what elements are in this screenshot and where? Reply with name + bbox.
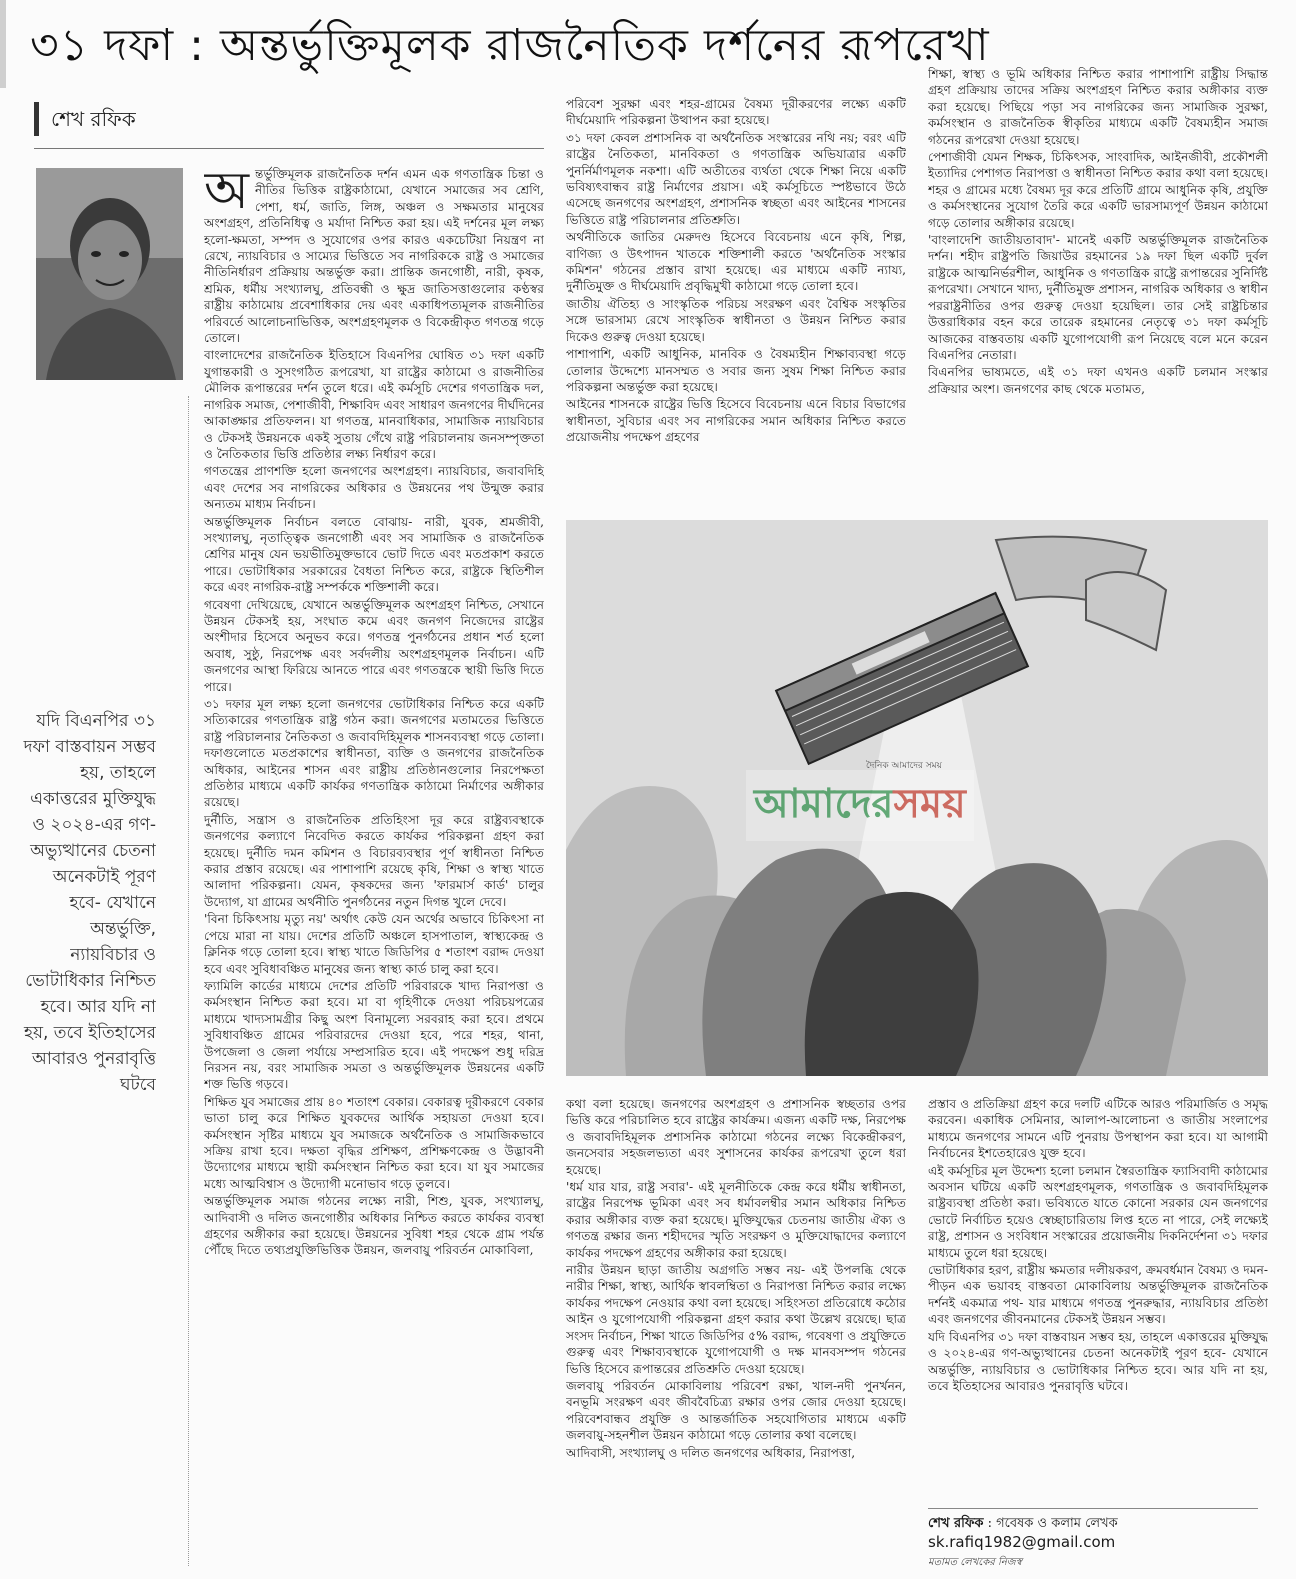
paragraph: গবেষণা দেখিয়েছে, যেখানে অন্তর্ভুক্তিমূলক অংশগ্রহণ নিশ্চিত, সেখানে উন্নয়ন টেকসই হয়, সংঘাত কমে এবং জনগণ নিজেদের রাষ্ট্রের অংশীদার হিসেবে অনুভব করে। গণতন্ত্র পুনর্গঠনের প্রধান শর্ত হলো অবাধ, সুষ্ঠু, নিরপেক্ষ এবং সর্বদলীয় অংশগ্রহণমূলক নির্বাচন। এটি জনগণের আস্থা ফিরিয়ে আনতে পারে এবং গণতন্ত্রকে স্থায়ী ভিত্তি দিতে পারে। [204,597,544,694]
article-column-3-bottom [928,1096,1268,1504]
pull-quote: যদি বিএনপির ৩১ দফা বাস্তবায়ন সম্ভব হয়, তাহলে একাত্তরের মুক্তিযুদ্ধ ও ২০২৪-এর গণ-অভ্যুত্থানের চেতনা অনেকটাই পূরণ হবে- যেখানে অন্তর্ভুক্তি, ন্যায়বিচার ও ভোটাধিকার নিশ্চিত হবে। আর যদি না হয়, তবে ইতিহাসের আবারও পুনরাবৃত্তি ঘটবে [23,711,156,1095]
column-divider [188,396,189,1566]
author-portrait-image [36,168,183,380]
paragraph: পরিবেশ সুরক্ষা এবং শহর-গ্রামের বৈষম্য দূরীকরণের লক্ষ্যে একটি দীর্ঘমেয়াদি পরিকল্পনা উত্থাপন করা হয়েছে। [566,97,906,128]
newspaper-watermark [746,770,974,841]
page-edge-bar [0,0,6,88]
paragraph: পেশাজীবী যেমন শিক্ষক, চিকিৎসক, সাংবাদিক, আইনজীবী, প্রকৌশলী ইত্যাদির পেশাগত নিরাপত্তা ও স্বাধীনতা নিশ্চিত করার কথা বলা হয়েছে। শহর ও গ্রামের মধ্যে বৈষম্য দূর করে প্রতিটি গ্রামে আধুনিক কৃষি, প্রযুক্তি ও কর্মসংস্থানের সুযোগ তৈরি করে একটি ভারসাম্যপূর্ণ উন্নয়ন কাঠামো গড়ে তোলার অঙ্গীকার রয়েছে। [928,150,1268,230]
author-email: sk.rafiq1982@gmail.com [928,1533,1116,1551]
paragraph: কথা বলা হয়েছে। জনগণের অংশগ্রহণ ও প্রশাসনিক স্বচ্ছতার ওপর ভিত্তি করে পরিচালিত হবে রাষ্ট্রের কার্যক্রম। এজন্য একটি দক্ষ, নিরপেক্ষ ও জবাবদিহিমূলক প্রশাসনিক কাঠামো গঠনের লক্ষ্যে বিকেন্দ্রীকরণ, জনসেবার সহজলভ্যতা এবং সুশাসনের কার্যকর রূপরেখা তুলে ধরা হয়েছে। [566,1097,906,1177]
paragraph: গণতন্ত্রের প্রাণশক্তি হলো জনগণের অংশগ্রহণ। ন্যায়বিচার, জবাবদিহি এবং দেশের সব নাগরিকের অধিকার ও উন্নয়নের পথ উন্মুক্ত করার অন্যতম মাধ্যম নির্বাচন। [204,464,544,512]
paragraph: ন্তর্ভুক্তিমূলক রাজনৈতিক দর্শন এমন এক গণতান্ত্রিক চিন্তা ও নীতির ভিত্তিক রাষ্ট্রকাঠামো, যেখানে সমাজের সব শ্রেণি, পেশা, ধর্ম, জাতি, লিঙ্গ, অঞ্চল ও সক্ষমতার মানুষের অংশগ্রহণ, প্রতিনিধিত্ব ও মর্যাদা নিশ্চিত করা হয়। এই দর্শনের মূল লক্ষ্য হলো-ক্ষমতা, সম্পদ ও সুযোগের ওপর কারও একচেটিয়া নিয়ন্ত্রণ না রেখে, ন্যায়বিচার ও সাম্যের ভিত্তিতে সব নাগরিককে রাষ্ট্র ও সমাজের নীতিনির্ধারণ প্রক্রিয়ায় অন্তর্ভুক্ত করা। প্রান্তিক জনগোষ্ঠী, নারী, কৃষক, শ্রমিক, ধর্মীয় সংখ্যালঘু, প্রতিবন্ধী ও ক্ষুদ্র জাতিসত্তাগুলোর কণ্ঠস্বর রাষ্ট্রীয় কাঠামোয় প্রবেশাধিকার দেয় এবং একাধিপত্যমূলক রাজনীতির পরিবর্তে আলোচনাভিত্তিক, অংশগ্রহণমূলক ও বিকেন্দ্রীকৃত গণতন্ত্র গড়ে তোলে। [204,167,544,346]
article-illustration [566,520,1268,1076]
opinion-disclaimer: মতামত লেখকের নিজস্ব [928,1557,1022,1568]
paragraph: বিএনপির ভাষ্যমতে, এই ৩১ দফা এখনও একটি চলমান সংস্কার প্রক্রিয়ার অংশ। জনগণের কাছ থেকে মতামত, [928,365,1268,396]
article-column-2-bottom [566,1096,906,1566]
paragraph: শিক্ষা, স্বাস্থ্য ও ভূমি অধিকার নিশ্চিত করার পাশাপাশি রাষ্ট্রীয় সিদ্ধান্ত গ্রহণ প্রক্রিয়ায় তাদের সক্রিয় অংশগ্রহণ নিশ্চিত করার অঙ্গীকার ব্যক্ত করা হয়েছে। পিছিয়ে পড়া সব নাগরিকের জন্য সামাজিক সুরক্ষা, কর্মসংস্থান ও রাজনৈতিক স্বীকৃতির মাধ্যমে একটি বৈষম্যহীন সমাজ গঠনের রূপরেখা দেওয়া হয়েছে। [928,67,1268,147]
author-note [928,1514,1268,1533]
article-column-1 [204,166,544,1566]
paragraph: ৩১ দফার মূল লক্ষ্য হলো জনগণের ভোটাধিকার নিশ্চিত করে একটি সত্যিকারের গণতান্ত্রিক রাষ্ট্র গঠন করা। জনগণের মতামতের ভিত্তিতে রাষ্ট্র পরিচালনার নৈতিকতা ও জবাবদিহিমূলক শাসনব্যবস্থা গড়ে তোলা। দফাগুলোতে মতপ্রকাশের স্বাধীনতা, ব্যক্তি ও জনগণের রাজনৈতিক অধিকার, আইনের শাসন এবং রাষ্ট্রীয় প্রতিষ্ঠানগুলোর নিরপেক্ষতা প্রতিষ্ঠার মাধ্যমে একটি কার্যকর গণতান্ত্রিক কাঠামো নির্মাণের অঙ্গীকার রয়েছে। [204,697,544,810]
byline: শেখ রফিক [34,102,201,136]
paragraph: নারীর উন্নয়ন ছাড়া জাতীয় অগ্রগতি সম্ভব নয়- এই উপলব্ধি থেকে নারীর শিক্ষা, স্বাস্থ্য, আর্থিক স্বাবলম্বিতা ও নিরাপত্তা নিশ্চিত করার লক্ষ্যে কার্যকর পদক্ষেপ নেওয়ার কথা বলা হয়েছে। সহিংসতা প্রতিরোধে কঠোর আইন ও যুগোপযোগী পরিকল্পনা গ্রহণ করার কথা উল্লেখ রয়েছে। ছাত্র সংসদ নির্বাচন, শিক্ষা খাতে জিডিপির ৫% বরাদ্দ, গবেষণা ও প্রযুক্তিতে গুরুত্ব এবং শিক্ষাব্যবস্থাকে যুগোপযোগী ও দক্ষ মানবসম্পদ গঠনের ভিত্তি হিসেবে রূপান্তরের প্রতিশ্রুতি দেওয়া হয়েছে। [566,1263,906,1376]
author-photo [36,168,183,380]
paragraph: প্রস্তাব ও প্রতিক্রিয়া গ্রহণ করে দলটি এটিকে আরও পরিমার্জিত ও সমৃদ্ধ করবেন। একাধিক সেমিনার, আলাপ-আলোচনা ও জাতীয় সংলাপের মাধ্যমে জনগণের সামনে এটি পুনরায় উপস্থাপন করা হবে। যা আগামী নির্বাচনের ইশতেহারেও যুক্ত হবে। [928,1097,1268,1161]
paragraph: দুর্নীতি, সন্ত্রাস ও রাজনৈতিক প্রতিহিংসা দূর করে রাষ্ট্রব্যবস্থাকে জনগণের কল্যাণে নিবেদিত করতে কার্যকর পরিকল্পনা গ্রহণ করা হয়েছে। দুর্নীতি দমন কমিশন ও বিচারব্যবস্থার পূর্ণ স্বাধীনতা নিশ্চিত করার প্রস্তাব রয়েছে। এর পাশাপাশি রয়েছে কৃষি, শিক্ষা ও স্বাস্থ্য খাতে আলাদা পরিকল্পনা। যেমন, কৃষকদের জন্য 'ফারমার্স কার্ড' চালুর উদ্যোগ, যা গ্রামের অর্থনীতি পুনর্গঠনের নতুন দিগন্ত খুলে দেবে। [204,812,544,909]
author-note-role: : গবেষক ও কলাম লেখক [987,1516,1118,1531]
paragraph: যদি বিএনপির ৩১ দফা বাস্তবায়ন সম্ভব হয়, তাহলে একাত্তরের মুক্তিযুদ্ধ ও ২০২৪-এর গণ-অভ্যুত্থানের চেতনা অনেকটাই পূরণ হবে- যেখানে অন্তর্ভুক্তি, ন্যায়বিচার ও ভোটাধিকার নিশ্চিত হবে। আর যদি না হয়, তবে ইতিহাসের আবারও পুনরাবৃত্তি ঘটবে। [928,1329,1268,1393]
paragraph: অর্থনীতিকে জাতির মেরুদণ্ড হিসেবে বিবেচনায় এনে কৃষি, শিল্প, বাণিজ্য ও উৎপাদন খাতকে শক্তিশালী করতে 'অর্থনৈতিক সংস্কার কমিশন' গঠনের প্রস্তাব রাখা হয়েছে। এর মাধ্যমে একটি ন্যায্য, দুর্নীতিমুক্ত ও দীর্ঘমেয়াদি প্রবৃদ্ধিমুখী কাঠামো গড়ে তোলা হবে। [566,230,906,294]
paragraph: ভোটাধিকার হরণ, রাষ্ট্রীয় ক্ষমতার দলীয়করণ, ক্রমবর্ধমান বৈষম্য ও দমন-পীড়ন এক ভয়াবহ বাস্তবতা মোকাবিলায় অন্তর্ভুক্তিমূলক রাজনৈতিক দর্শনই একমাত্র পথ- যার মাধ্যমে গণতন্ত্র পুনরুদ্ধার, ন্যায়বিচার প্রতিষ্ঠা এবং জনগণের জীবনমানের টেকসই উন্নয়ন সম্ভব। [928,1263,1268,1327]
paragraph: ৩১ দফা কেবল প্রশাসনিক বা অর্থনৈতিক সংস্কারের নথি নয়; বরং এটি রাষ্ট্রের নৈতিকতা, মানবিকতা ও গণতান্ত্রিক অভিযাত্রার একটি পুনর্নির্মাণমূলক নকশা। এটি অতীতের ব্যর্থতা থেকে শিক্ষা নিয়ে একটি ভবিষ্যৎবান্ধব রাষ্ট্র নির্মাণের প্রয়াস। এই কর্মসূচিতে স্পষ্টভাবে উঠে এসেছে জনগণের অংশগ্রহণ, প্রশাসনিক স্বচ্ছতা এবং আইনের শাসনের ভিত্তিতে রাষ্ট্র পরিচালনার প্রতিশ্রুতি। [566,130,906,227]
paragraph: বাংলাদেশের রাজনৈতিক ইতিহাসে বিএনপির ঘোষিত ৩১ দফা একটি যুগান্তকারী ও সুসংগঠিত রূপরেখা, যা রাষ্ট্রের কাঠামো ও রাজনীতির মৌলিক রূপান্তরের দর্শন তুলে ধরে। এই কর্মসূচি দেশের গণতান্ত্রিক দল, নাগরিক সমাজ, পেশাজীবী, শিক্ষাবিদ এবং সাধারণ জনগণের দীর্ঘদিনের আকাঙ্ক্ষার প্রতিফলন। যা গণতন্ত্র, মানবাধিকার, সামাজিক ন্যায়বিচার ও টেকসই উন্নয়নকে একই সুতায় গেঁথে রাষ্ট্র পরিচালনায় জনসম্পৃক্ততা ও নৈতিকতার ভিত্তি প্রতিষ্ঠার লক্ষ্য নির্ধারণ করে। [204,348,544,461]
author-note-divider [928,1508,1258,1509]
paragraph: 'ধর্ম যার যার, রাষ্ট্র সবার'- এই মূলনীতিকে কেন্দ্র করে ধর্মীয় স্বাধীনতা, রাষ্ট্রের নিরপেক্ষ ভূমিকা এবং সব ধর্মাবলম্বীর সমান অধিকার নিশ্চিত করার অঙ্গীকার ব্যক্ত করা হয়েছে। মুক্তিযুদ্ধের চেতনায় জাতীয় ঐক্য ও গণতন্ত্র রক্ষার জন্য শহীদদের স্মৃতি সংরক্ষণ ও মুক্তিযোদ্ধাদের কল্যাণে কার্যকর পদক্ষেপ গ্রহণের অঙ্গীকার করা হয়েছে। [566,1180,906,1260]
paragraph: ফ্যামিলি কার্ডের মাধ্যমে দেশের প্রতিটি পরিবারকে খাদ্য নিরাপত্তা ও কর্মসংস্থান নিশ্চিত করা হবে। মা বা গৃহিণীকে দেওয়া পরিচয়পত্রের মাধ্যমে খাদ্যসামগ্রীর কিছু অংশ বিনামূল্যে সরবরাহ করা হবে। প্রথমে সুবিধাবঞ্চিত গ্রামের পরিবারদের দেওয়া হবে, পরে শহর, থানা, উপজেলা ও জেলা পর্যায়ে সম্প্রসারিত হবে। এই পদক্ষেপ শুধু দরিদ্র নিরসন নয়, বরং সামাজিক সমতা ও অন্তর্ভুক্তিমূলক উন্নয়নের একটি শক্ত ভিত্তি গড়বে। [204,978,544,1092]
watermark-part-2: সময় [893,781,966,827]
paragraph: অন্তর্ভুক্তিমূলক সমাজ গঠনের লক্ষ্যে নারী, শিশু, যুবক, সংখ্যালঘু, আদিবাসী ও দলিত জনগোষ্ঠীর অধিকার নিশ্চিত করতে কার্যকর ব্যবস্থা গ্রহণের অঙ্গীকার করা হয়েছে। উন্নয়নের সুবিধা শহর থেকে গ্রাম পর্যন্ত পৌঁছে দিতে তথ্যপ্রযুক্তিভিত্তিক উন্নয়ন, জলবায়ু পরিবর্তন মোকাবিলা, [204,1194,544,1258]
paragraph: 'বাংলাদেশি জাতীয়তাবাদ'- মানেই একটি অন্তর্ভুক্তিমূলক রাজনৈতিক দর্শন। শহীদ রাষ্ট্রপতি জিয়াউর রহমানের ১৯ দফা ছিল একটি দুর্বল রাষ্ট্রকে আত্মনির্ভরশীল, আধুনিক ও গণতান্ত্রিক রাষ্ট্রে রূপান্তরের সুনির্দিষ্ট রূপরেখা। সেখানে খাদ্য, দুর্নীতিমুক্ত প্রশাসন, নাগরিক অধিকার ও স্বাধীন পররাষ্ট্রনীতির ওপর গুরুত্ব দেওয়া হয়েছিল। তার সেই রাষ্ট্রচিন্তার উত্তরাধিকার বহন করে তারেক রহমানের নেতৃত্বে ৩১ দফা কর্মসূচি আজকের বাস্তবতায় একটি যুগোপযোগী রূপ নিয়েছে বলে মনে করেন বিএনপির নেতারা। [928,233,1268,362]
author-note-name: শেখ রফিক [928,1516,984,1531]
paragraph: শিক্ষিত যুব সমাজের প্রায় ৪০ শতাংশ বেকার। বেকারত্ব দূরীকরণে বেকার ভাতা চালু করে শিক্ষিত যুবকদের আর্থিক সহায়তা দেওয়া হবে। কর্মসংস্থান সৃষ্টির মাধ্যমে যুব সমাজকে অর্থনৈতিক ও সামাজিকভাবে সক্রিয় রাখা হবে। দক্ষতা বৃদ্ধির প্রশিক্ষণ, প্রশিক্ষণকেন্দ্র ও উদ্ভাবনী উদ্যোগের মাধ্যমে স্থায়ী কর্মসংস্থান নিশ্চিত করা হবে। যা যুব সমাজের মধ্যে আত্মবিশ্বাস ও উদ্যোগী মনোভাব গড়ে তুলবে। [204,1094,544,1191]
paragraph: আইনের শাসনকে রাষ্ট্রের ভিত্তি হিসেবে বিবেচনায় এনে বিচার বিভাগের স্বাধীনতা, সুবিচার এবং সব নাগরিকের সমান অধিকার নিশ্চিত করতে প্রয়োজনীয় পদক্ষেপ গ্রহণের [566,397,906,445]
paragraph: জলবায়ু পরিবর্তন মোকাবিলায় পরিবেশ রক্ষা, খাল-নদী পুনর্খনন, বনভূমি সংরক্ষণ এবং জীববৈচিত্র্য রক্ষার ওপর জোর দেওয়া হয়েছে। পরিবেশবান্ধব প্রযুক্তি ও আন্তর্জাতিক সহযোগিতার মাধ্যমে একটি জলবায়ু-সহনশীল উন্নয়ন কাঠামো গড়ে তোলার কথা বলেছে। [566,1378,906,1443]
article-column-2-top [566,96,906,498]
article-column-3-top [928,66,1268,498]
paragraph: জাতীয় ঐতিহ্য ও সাংস্কৃতিক পরিচয় সংরক্ষণ এবং বৈশ্বিক সংস্কৃতির সঙ্গে ভারসাম্য রেখে সাংস্কৃতিক স্বাধীনতা ও উন্নয়ন নিশ্চিত করার দিকেও গুরুত্ব দেওয়া হয়েছে। [566,296,906,344]
headline: ৩১ দফা : অন্তর্ভুক্তিমূলক রাজনৈতিক দর্শনের রূপরেখা [30,20,990,71]
paragraph: আদিবাসী, সংখ্যালঘু ও দলিত জনগণের অধিকার, নিরাপত্তা, [566,1445,856,1460]
paragraph: পাশাপাশি, একটি আধুনিক, মানবিক ও বৈষম্যহীন শিক্ষাব্যবস্থা গড়ে তোলার উদ্দেশ্যে মানসম্মত ও সবার জন্য সুষম শিক্ষা নিশ্চিত করার পরিকল্পনা অন্তর্ভুক্ত করা হয়েছে। [566,347,906,394]
byline-divider [34,148,544,149]
drop-cap: অ [204,166,250,221]
watermark-small-text: দৈনিক আমাদের সময় [866,761,942,771]
watermark-part-1: আমাদের [754,781,894,827]
paragraph: 'বিনা চিকিৎসায় মৃত্যু নয়' অর্থাৎ কেউ যেন অর্থের অভাবে চিকিৎসা না পেয়ে মারা না যায়। দেশের প্রতিটি অঞ্চলে হাসপাতাল, স্বাস্থ্যকেন্দ্র ও ক্লিনিক গড়ে তোলা হবে। স্বাস্থ্য খাতে জিডিপির ৫ শতাংশ বরাদ্দ দেওয়া হবে এবং সুবিধাবঞ্চিত মানুষের জন্য স্বাস্থ্য কার্ড চালু করা হবে। [204,912,544,976]
paragraph: অন্তর্ভুক্তিমূলক নির্বাচন বলতে বোঝায়- নারী, যুবক, শ্রমজীবী, সংখ্যালঘু, নৃতাত্ত্বিক জনগোষ্ঠী এবং সব সামাজিক ও রাজনৈতিক শ্রেণির মানুষ যেন ভয়ভীতিমুক্তভাবে ভোট দিতে এবং মতপ্রকাশ করতে পারে। ভোটাধিকার সরকারের বৈধতা নিশ্চিত করে, রাষ্ট্রকে স্থিতিশীল করে এবং নাগরিক-রাষ্ট্র সম্পর্ককে শক্তিশালী করে। [204,514,544,595]
paragraph: এই কর্মসূচির মূল উদ্দেশ্য হলো চলমান স্বৈরতান্ত্রিক ফ্যাসিবাদী কাঠামোর অবসান ঘটিয়ে একটি অংশগ্রহণমূলক, গণতান্ত্রিক ও জবাবদিহিমূলক রাষ্ট্রব্যবস্থা প্রতিষ্ঠা করা। ভবিষ্যতে যাতে কোনো সরকার যেন জনগণের ভোটে নির্বাচিত হয়েও স্বেচ্ছাচারিতায় লিপ্ত হতে না পারে, সেই লক্ষ্যেই রাষ্ট্র, প্রশাসন ও সংবিধান সংস্কারের প্রয়োজনীয় দিকনির্দেশনা ৩১ দফার মাধ্যমে তুলে ধরা হয়েছে। [928,1163,1268,1260]
